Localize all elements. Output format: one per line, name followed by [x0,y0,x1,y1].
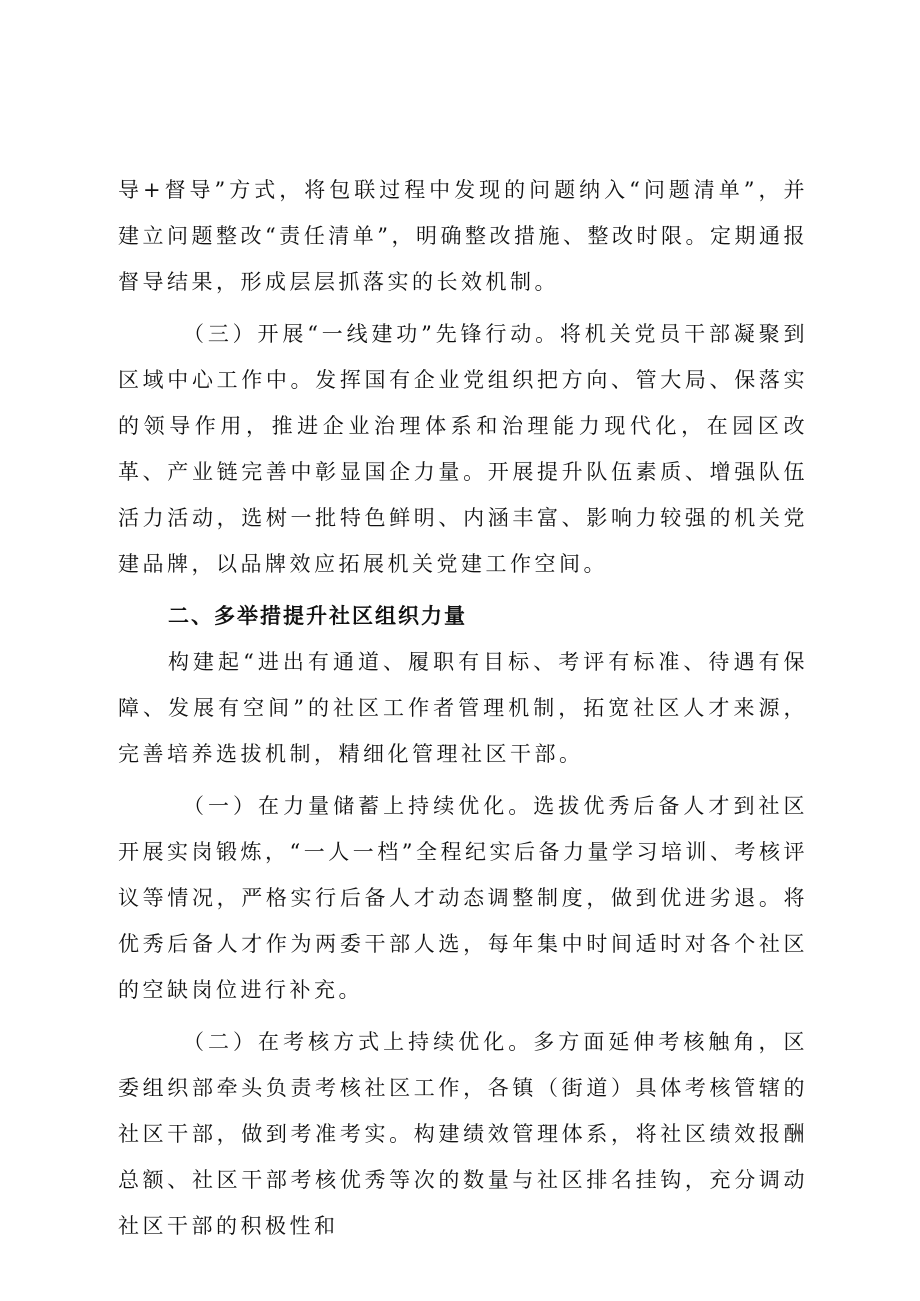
section-heading-community: 二、多举措提升社区组织力量 [168,604,467,628]
document-body [118,167,808,1249]
paragraph-reserve-optimization: （一）在力量储蓄上持续优化。选拔优秀后备人才到社区开展实岗锻炼，“一人一档”全程纪实后备力量学习培训、考核评议等情况，严格实行后备人才动态调整制度，做到优进劣退。将优秀后备人才作为两委干部人选，每年集中时间适时对各个社区的空缺岗位进行补充。 [118,794,808,1002]
paragraph-community-mechanism: 构建起“进出有通道、履职有目标、考评有标准、待遇有保障、发展有空间”的社区工作者管理机制，拓宽社区人才来源，完善培养选拔机制，精细化管理社区干部。 [118,650,808,766]
paragraph-continuation: 导+督导”方式，将包联过程中发现的问题纳入“问题清单”，并建立问题整改“责任清单”，明确整改措施、整改时限。定期通报督导结果，形成层层抓落实的长效机制。 [118,178,808,294]
paragraph-frontline-action: （三）开展“一线建功”先锋行动。将机关党员干部凝聚到区域中心工作中。发挥国有企业党组织把方向、管大局、保落实的领导作用，推进企业治理体系和治理能力现代化，在园区改革、产业链完善中彰显国企力量。开展提升队伍素质、增强队伍活力活动，选树一批特色鲜明、内涵丰富、影响力较强的机关党建品牌，以品牌效应拓展机关党建工作空间。 [118,322,808,576]
paragraph-assessment-optimization: （二）在考核方式上持续优化。多方面延伸考核触角，区委组织部牵头负责考核社区工作，各镇（街道）具体考核管辖的社区干部，做到考准考实。构建绩效管理体系，将社区绩效报酬总额、社区干部考核优秀等次的数量与社区排名挂钩，充分调动社区干部的积极性和 [118,1030,808,1238]
